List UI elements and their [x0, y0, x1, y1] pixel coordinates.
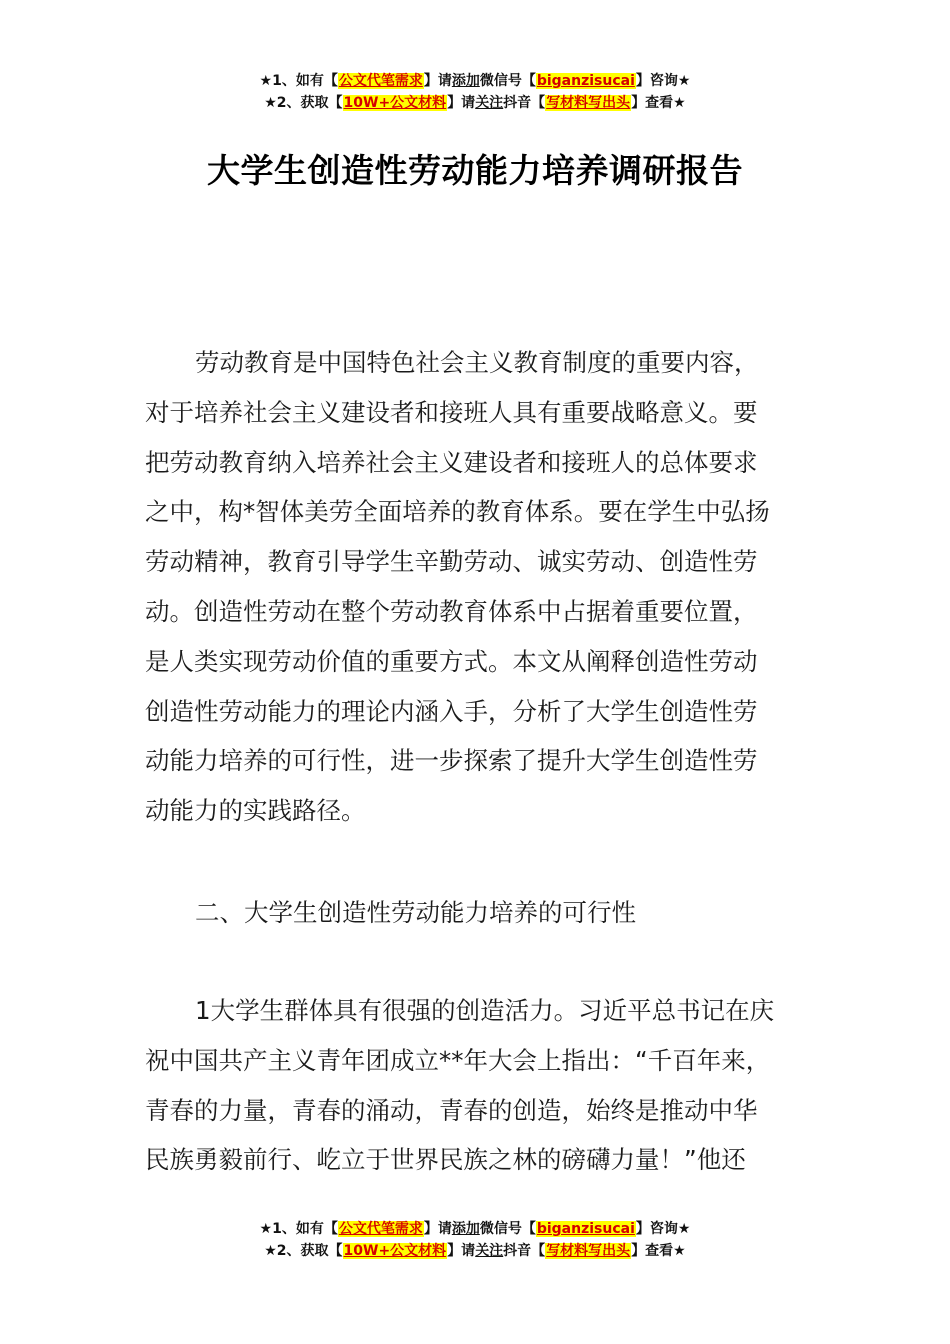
promo-line-2: [0, 92, 950, 114]
text-line: 1大学生群体具有很强的创造活力。习近平总书记在庆: [195, 996, 775, 1025]
promo-text: 】咨询★: [635, 1221, 691, 1237]
promo-text: 】咨询★: [635, 73, 691, 89]
promo-highlight: 10W+公文材料: [343, 1243, 447, 1259]
paragraph-feasibility: [145, 986, 835, 1185]
text-line: 劳动精神，教育引导学生辛勤劳动、诚实劳动、创造性劳: [145, 547, 758, 577]
promo-underline: 关注: [475, 1243, 504, 1259]
promo-text: 】查看★: [631, 1243, 686, 1259]
promo-highlight: biganzisucai: [536, 73, 635, 89]
promo-text: 微信号【: [479, 73, 536, 89]
promo-line-1: [0, 1218, 950, 1240]
promo-text: 抖音【: [503, 1243, 546, 1259]
promo-highlight: 公文代笔需求: [338, 73, 423, 89]
promo-text: 微信号【: [479, 1221, 536, 1237]
text-line: 祝中国共产主义青年团成立**年大会上指出：“千百年来，: [145, 1045, 771, 1075]
document-title: 大学生创造性劳动能力培养调研报告: [207, 151, 743, 190]
promo-highlight: 公文代笔需求: [338, 1221, 423, 1237]
promo-text: ★1、如有【: [259, 73, 338, 89]
promo-text: 】查看★: [631, 95, 686, 111]
promo-line-2: [0, 1240, 950, 1262]
footer-promo-banner: [0, 1218, 950, 1262]
promo-text: 抖音【: [503, 95, 546, 111]
promo-text: 】请: [447, 95, 476, 111]
promo-underline: 添加: [451, 73, 480, 89]
promo-text: ★2、获取【: [264, 95, 343, 111]
text-line: 创造性劳动能力的理论内涵入手，分析了大学生创造性劳: [145, 696, 758, 726]
text-line: 把劳动教育纳入培养社会主义建设者和接班人的总体要求: [145, 447, 758, 477]
promo-highlight: 写材料写出头: [546, 95, 631, 111]
promo-text: 】请: [447, 1243, 476, 1259]
promo-text: ★2、获取【: [264, 1243, 343, 1259]
text-line: 动能力的实践路径。: [145, 796, 366, 826]
promo-highlight: biganzisucai: [536, 1221, 635, 1237]
promo-underline: 关注: [475, 95, 504, 111]
text-line: 民族勇毅前行、屹立于世界民族之林的磅礴力量！”他还: [145, 1145, 746, 1175]
text-line: 对于培养社会主义建设者和接班人具有重要战略意义。要: [145, 397, 758, 427]
promo-line-1: [0, 70, 950, 92]
text-line: 之中，构*智体美劳全面培养的教育体系。要在学生中弘扬: [145, 497, 770, 527]
promo-underline: 添加: [451, 1221, 480, 1237]
promo-text: 】请: [423, 73, 452, 89]
section-heading: [145, 888, 835, 938]
promo-highlight: 写材料写出头: [546, 1243, 631, 1259]
text-line: 劳动教育是中国特色社会主义教育制度的重要内容，: [195, 348, 759, 377]
header-promo-banner: [0, 70, 950, 114]
promo-highlight: 10W+公文材料: [343, 95, 447, 111]
text-line: 动。创造性劳动在整个劳动教育体系中占据着重要位置，: [145, 596, 758, 626]
paragraph-intro: [145, 338, 835, 836]
section-heading-text: 二、大学生创造性劳动能力培养的可行性: [195, 898, 636, 927]
promo-text: ★1、如有【: [259, 1221, 338, 1237]
promo-text: 】请: [423, 1221, 452, 1237]
text-line: 青春的力量，青春的涌动，青春的创造，始终是推动中华: [145, 1095, 758, 1125]
text-line: 动能力培养的可行性，进一步探索了提升大学生创造性劳: [145, 746, 758, 776]
text-line: 是人类实现劳动价值的重要方式。本文从阐释创造性劳动: [145, 646, 758, 676]
